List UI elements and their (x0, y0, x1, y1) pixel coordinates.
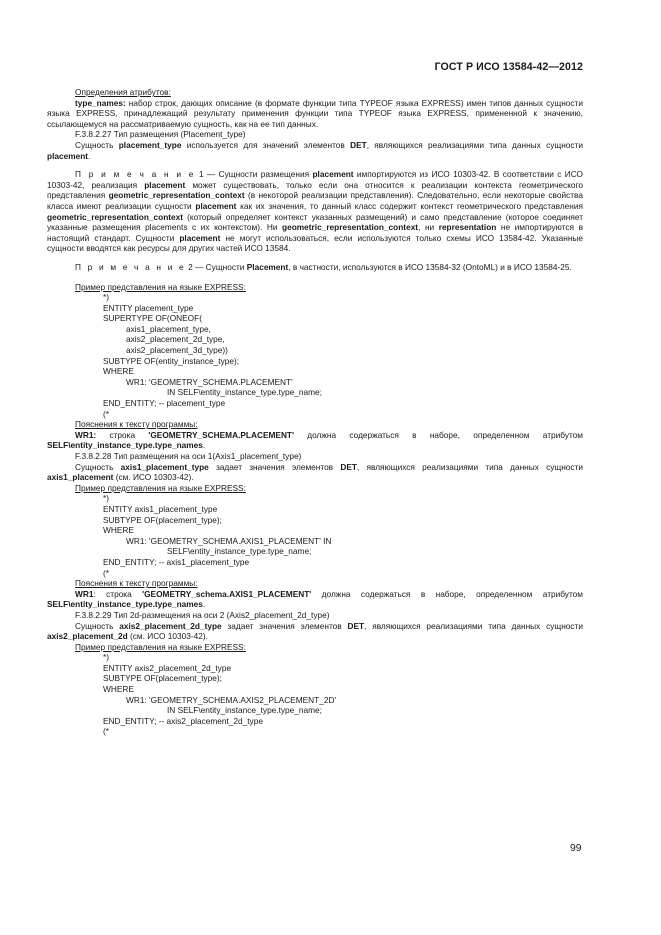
text-span: должна содержаться в наборе, определенном атрибутом (293, 429, 583, 440)
bold-span: WR1 (75, 588, 94, 599)
bold-span: representation (438, 222, 497, 233)
bold-span: SELF\entity_instance_type.type_names (47, 440, 203, 451)
code-line: ENTITY axis1_placement_type (103, 503, 218, 514)
bold-span: axis2_placement_2d_type (119, 620, 222, 631)
type-names-paragraph (47, 98, 583, 130)
text-span: . (202, 599, 206, 610)
code-line: *) (103, 652, 109, 663)
bold-span: axis1_placement (47, 472, 114, 483)
explain-heading: Пояснения к тексту программы: (75, 419, 198, 430)
code-line: *) (103, 493, 109, 504)
text-span: , в частности, используются в ИСО 13584-32 (OntoML) и в ИСО 13584-25. (288, 261, 572, 272)
code-line: axis2_placement_2d_type, (126, 334, 225, 345)
bold-span: placement (144, 179, 186, 190)
bold-span: placement (195, 200, 237, 211)
code-line: WHERE (103, 525, 134, 536)
placement-type-paragraph (47, 140, 583, 161)
text-span: 2 — Сущности (185, 261, 247, 272)
code-line: ENTITY axis2_placement_2d_type (103, 662, 232, 673)
bold-span: axis1_placement_type (120, 461, 209, 472)
code-line: IN SELF\entity_instance_type.type_name; (167, 387, 322, 398)
text-span: 1 — Сущности размещения (195, 169, 313, 180)
bold-span: geometric_representation_context (282, 222, 419, 233)
bold-span: DET (350, 139, 367, 150)
section-f-3-8-2-27: F.3.8.2.27 Тип размещения (Placement_type) (75, 129, 246, 140)
bold-span: WR1: (75, 429, 97, 440)
type-names-term: type_names: (75, 97, 126, 108)
bold-span: DET (347, 620, 365, 631)
section-f-3-8-2-29: F.3.8.2.29 Тип 2d-размещения на оси 2 (Axis2_placement_2d_type) (75, 609, 330, 620)
note-label: П р и м е ч а н и е (75, 169, 196, 180)
code-line: SUBTYPE OF(placement_type); (103, 514, 222, 525)
code-block-axis2-2d (47, 652, 583, 737)
text-span: (см. ИСО 10303-42). (127, 631, 208, 642)
bold-span: placement (179, 232, 221, 243)
axis2-2d-paragraph (47, 621, 583, 642)
text-span: используется для значений элементов (181, 139, 351, 150)
text-span: (в некоторой реализации представления). Следовательно, если некоторые свойства класса имеют реализации сущности (47, 190, 583, 211)
bold-span: Placement (246, 261, 289, 272)
code-line: WHERE (103, 684, 134, 695)
bold-span: axis2_placement_2d (47, 631, 128, 642)
bold-span: placement (312, 169, 354, 180)
example-heading: Пример представления на языке EXPRESS: (75, 281, 246, 292)
text-span: не импортируются в настоящий стандарт. Сущности (47, 222, 583, 243)
bold-span: geometric_representation_context (108, 190, 245, 201)
text-span: , являющихся реализациями типа данных сущности (356, 461, 583, 472)
code-block-axis1 (47, 493, 583, 578)
text-span: . (202, 440, 206, 451)
text-span: должна содержаться в наборе, определенном атрибутом (311, 588, 583, 599)
note-1 (47, 169, 583, 254)
bold-span: placement_type (118, 139, 182, 150)
code-line: WR1: 'GEOMETRY_SCHEMA.AXIS2_PLACEMENT_2D' (126, 694, 337, 705)
code-line: SELF\entity_instance_type.type_name; (167, 546, 312, 557)
code-line: SUBTYPE OF(placement_type); (103, 673, 222, 684)
text-span: как их значения, то данный класс содержит контекст геометрического представления (236, 200, 584, 211)
explain-1 (47, 430, 583, 451)
section-f-3-8-2-28: F.3.8.2.28 Тип размещения на оси 1(Axis1_placement_type) (75, 451, 302, 461)
bold-span: DET (340, 461, 357, 472)
explain-2 (47, 589, 583, 610)
attr-heading: Определения атрибутов: (75, 87, 171, 97)
code-line: IN SELF\entity_instance_type.type_name; (167, 705, 322, 716)
note-label: П р и м е ч а н и е (75, 261, 186, 272)
text-span: (см. ИСО 10303-42). (113, 472, 194, 483)
code-line: (* (103, 408, 109, 419)
example-heading: Пример представления на языке EXPRESS: (75, 482, 246, 493)
bold-span: 'GEOMETRY_schema.AXIS1_PLACEMENT' (142, 588, 312, 599)
code-line: END_ENTITY; -- placement_type (103, 398, 226, 409)
text-span: импортируются из ИСО 10303-42. В соответствии с ИСО 10303-42, реализация (47, 169, 584, 190)
code-line: axis2_placement_3d_type)) (126, 345, 228, 356)
text-span: Сущность (75, 461, 121, 472)
type-names-text: набор строк, дающих описание (в формате функции типа TYPEOF языка EXPRESS) имен типов данных сущности языка EXPRESS, принадлежащий результату применения функции типа TYPEOF языка EXPRESS, примененной к значению, ссылающемуся на рассматриваемую сущность, как на ее тип данных. (47, 97, 583, 129)
code-line: SUPERTYPE OF(ONEOF( (103, 313, 202, 324)
code-line: SUBTYPE OF(entity_instance_type); (103, 355, 240, 366)
code-line: ENTITY placement_type (103, 302, 194, 313)
text-span: , являющихся реализациями типа данных сущности (366, 139, 583, 150)
text-span: , являющихся реализациями типа данных сущности (364, 620, 583, 631)
text-span: может существовать, только если она относится к реализации контекста геометрического представления (47, 179, 583, 201)
explain-heading: Пояснения к тексту программы: (75, 578, 198, 589)
bold-span: geometric_representation_context (47, 211, 184, 222)
text-span: (который определяет контекст указанных размещений) и само представление (которое соединяет указанные размещения placements с их контекстом). Ни (47, 211, 583, 233)
code-line: *) (103, 292, 109, 303)
text-span: строка (96, 429, 149, 440)
example-heading: Пример представления на языке EXPRESS: (75, 641, 246, 652)
text-span: . (88, 150, 91, 161)
document-body (47, 87, 583, 737)
code-line: (* (103, 567, 109, 578)
code-block-placement-type (47, 292, 583, 419)
bold-span: SELF\entity_instance_type.type_names (47, 599, 203, 610)
text-span: задает значения элементов (221, 620, 348, 631)
text-span: не могут использоваться, если используются только схемы ИСО 13584-42. Указанные сущности вводятся как ресурсы для других частей ИСО 13584. (47, 232, 583, 254)
code-line: END_ENTITY; -- axis1_placement_type (103, 556, 250, 567)
text-span: Сущность (75, 620, 120, 631)
code-line: (* (103, 726, 109, 737)
document-header: ГОСТ Р ИСО 13584-42—2012 (434, 61, 583, 73)
text-span: задает значения элементов (208, 461, 341, 472)
code-line: WR1: 'GEOMETRY_SCHEMA.PLACEMENT' (126, 376, 293, 387)
code-line: WR1: 'GEOMETRY_SCHEMA.AXIS1_PLACEMENT' IN (126, 535, 332, 546)
code-line: END_ENTITY; -- axis2_placement_2d_type (103, 715, 263, 726)
code-line: WHERE (103, 366, 134, 377)
text-span: Сущность (75, 139, 119, 150)
code-line: axis1_placement_type, (126, 323, 211, 334)
page-number: 99 (570, 843, 582, 854)
note-2 (47, 262, 583, 273)
bold-span: 'GEOMETRY_SCHEMA.PLACEMENT' (148, 429, 294, 440)
bold-span: placement (47, 150, 89, 161)
text-span: , ни (418, 222, 439, 233)
axis1-paragraph (47, 462, 583, 483)
text-span: : строка (93, 588, 143, 599)
